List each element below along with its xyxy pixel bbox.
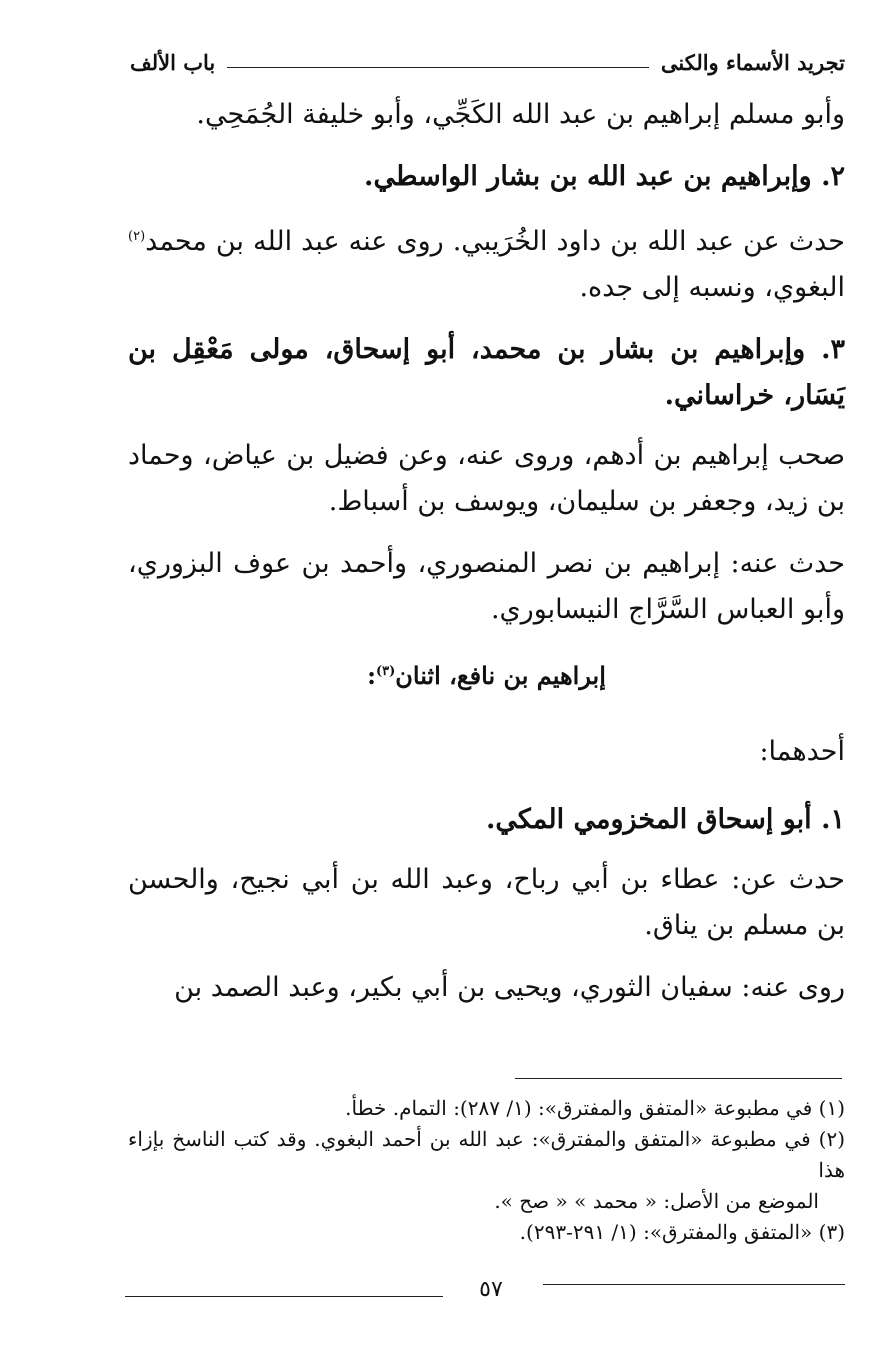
entry-2-text (128, 214, 845, 311)
first-of-two-label: أحدهما: (759, 736, 845, 767)
entry-2-text-cont: البغوي، ونسبه إلى جده. (579, 272, 845, 303)
entry-1-title: ١. أبو إسحاق المخزومي المكي. (485, 804, 845, 835)
paragraph-continuation: وأبو مسلم إبراهيم بن عبد الله الكَجِّي، وأبو خليفة الجُمَحِي. (196, 99, 845, 130)
footer-rule-left (125, 1296, 443, 1297)
running-header (130, 42, 845, 82)
entry-3-title: ٣. وإبراهيم بن بشار بن محمد، أبو إسحاق، مولى مَعْقِل بن يَسَار، خراساني. (128, 334, 845, 411)
header-rule (227, 67, 649, 68)
footnote-2: (٢) في مطبوعة «المتفق والمفترق»: عبد الله بن أحمد البغوي. وقد كتب الناسخ بإزاء هذا (128, 1127, 845, 1182)
footnote-1: (١) في مطبوعة «المتفق والمفترق»: (١/ ٢٨٧): التمام. خطأ. (345, 1096, 845, 1120)
chapter-title: باب الألف (130, 49, 216, 75)
page-footer (125, 1276, 845, 1306)
footnotes (128, 1093, 845, 1248)
entry-1-paragraph-1: حدث عن: عطاء بن أبي رباح، وعبد الله بن أبي نجيح، والحسن بن مسلم بن يناق. (128, 864, 845, 941)
entry-1-paragraph-2: روى عنه: سفيان الثوري، ويحيى بن أبي بكير، وعبد الصمد بن (174, 972, 845, 1003)
footnote-3: (٣) «المتفق والمفترق»: (١/ ٢٩١-٢٩٣). (519, 1220, 845, 1244)
section-colon: : (367, 661, 376, 690)
footnote-ref-2: (٢) (128, 229, 146, 244)
footnote-ref-3: (٣) (375, 664, 396, 679)
book-title: تجريد الأسماء والكنى (660, 49, 845, 75)
section-title: إبراهيم بن نافع، اثنان (395, 661, 606, 690)
entry-2-text-main: حدث عن عبد الله بن داود الخُرَيبي. روى عنه عبد الله بن محمد (145, 226, 845, 257)
footnote-separator (515, 1078, 842, 1079)
page-number: ٥٧ (479, 1277, 503, 1302)
entry-3-paragraph-1: صحب إبراهيم بن أدهم، وروى عنه، وعن فضيل بن عياض، وحماد بن زيد، وجعفر بن سليمان، ويوسف بن أسباط. (128, 440, 845, 517)
footnote-2-continuation: الموضع من الأصل: « محمد » « صح ». (494, 1189, 819, 1213)
main-text (128, 92, 845, 1027)
entry-2-title: ٢. وإبراهيم بن عبد الله بن بشار الواسطي. (364, 161, 845, 192)
footer-rule-right (543, 1284, 845, 1285)
section-heading (128, 649, 845, 699)
entry-3-paragraph-2: حدث عنه: إبراهيم بن نصر المنصوري، وأحمد بن عوف البزوري، وأبو العباس السَّرَّاج النيسابوري. (128, 548, 845, 625)
